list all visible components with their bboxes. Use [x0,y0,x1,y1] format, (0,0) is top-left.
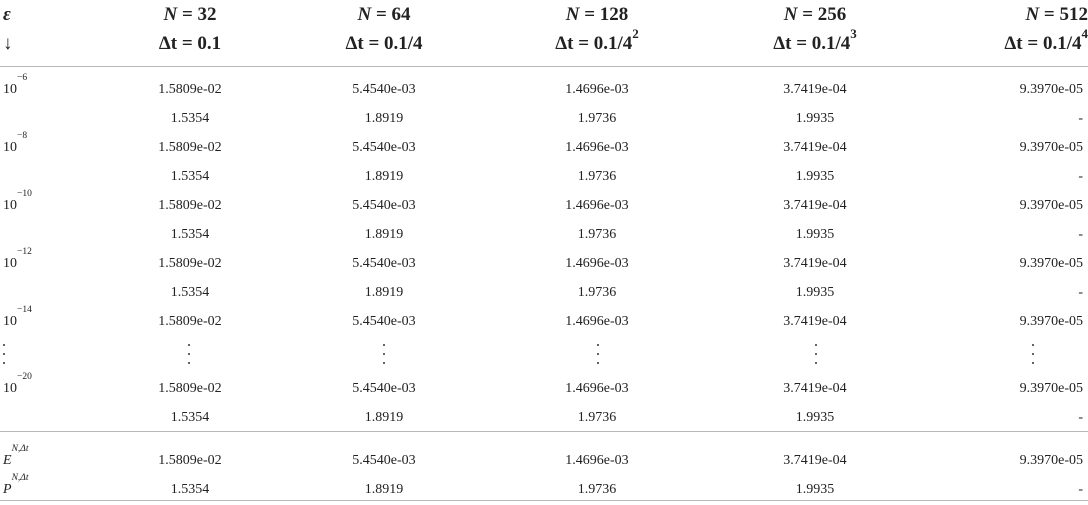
table-cell: 3.7419e-04 [783,140,847,155]
table-cell: 1.4696e-03 [565,453,629,468]
vertical-ellipsis-icon [3,344,5,371]
row-label: $10^{-8}$ [3,131,28,155]
table-cell: 9.3970e-05 [1019,314,1083,329]
table-cell: 1.9935 [795,285,835,300]
table-cell: - [1078,410,1083,425]
table-cell: 1.9935 [795,111,835,126]
summary-rule [0,431,1088,432]
table-cell: 3.7419e-04 [783,256,847,271]
row-label: $10^{-10}$ [3,189,32,213]
header-col-1: N = 32 Δt = 0.1 [158,4,222,54]
table-cell: 3.7419e-04 [783,82,847,97]
table-cell: 1.9935 [795,482,835,497]
vertical-ellipsis-icon [188,344,190,371]
table-row [0,403,1088,432]
header-epsilon [3,0,63,58]
row-label: $10^{-6}$ [3,73,28,97]
table-cell: 1.5809e-02 [158,314,222,329]
table-cell: 1.8919 [364,410,404,425]
table-cell: 1.8919 [364,169,404,184]
vertical-ellipsis-icon [815,344,817,371]
header-col-4: N = 256 $\Delta t = 0.1/4^3$ [773,4,857,54]
table-row [0,191,1088,220]
table-cell: - [1078,285,1083,300]
table-cell: 1.8919 [364,482,404,497]
table-cell: 1.5809e-02 [158,381,222,396]
vertical-ellipsis-icon [597,344,599,371]
table-row [0,307,1088,336]
table-cell: 9.3970e-05 [1019,256,1083,271]
table-cell: 1.9736 [577,227,617,242]
table-row [0,220,1088,249]
table-cell: 1.5354 [170,482,210,497]
table-cell: 9.3970e-05 [1019,82,1083,97]
row-label: $10^{-20}$ [3,372,32,396]
table-row [0,104,1088,133]
table-cell: 3.7419e-04 [783,314,847,329]
table-cell: - [1078,227,1083,242]
table-cell: - [1078,482,1083,497]
table-cell: - [1078,111,1083,126]
table-cell: 5.4540e-03 [352,453,416,468]
header-col-5: N = 512 $\Delta t = 0.1/4^4$ [1004,4,1088,54]
epsilon-symbol: ε [3,4,11,25]
row-label: $10^{-14}$ [3,305,32,329]
header-col-2: N = 64 Δt = 0.1/4 [345,4,423,54]
table-cell: 1.5809e-02 [158,256,222,271]
vertical-ellipsis-icon [383,344,385,371]
table-cell: 5.4540e-03 [352,198,416,213]
table-cell: 1.8919 [364,111,404,126]
table-cell: 1.9736 [577,111,617,126]
table-cell: 1.4696e-03 [565,82,629,97]
table-row [0,249,1088,278]
table-cell: 1.9736 [577,285,617,300]
table-row [0,374,1088,403]
table-cell: 3.7419e-04 [783,381,847,396]
table-cell: 1.9736 [577,410,617,425]
table-cell: 3.7419e-04 [783,198,847,213]
table-cell: 1.4696e-03 [565,198,629,213]
down-arrow-icon: ↓ [3,33,13,54]
table-cell: 1.5354 [170,111,210,126]
table-cell: 9.3970e-05 [1019,453,1083,468]
table-cell: 5.4540e-03 [352,82,416,97]
row-label: $10^{-12}$ [3,247,32,271]
table-cell: 5.4540e-03 [352,314,416,329]
table-cell: 1.5809e-02 [158,140,222,155]
table-cell: 1.9736 [577,482,617,497]
table-cell: 5.4540e-03 [352,381,416,396]
table-cell: 1.5354 [170,285,210,300]
table-cell: 5.4540e-03 [352,256,416,271]
table-row [0,446,1088,475]
table-cell: 1.9736 [577,169,617,184]
table-row [0,278,1088,307]
table-cell: 1.4696e-03 [565,140,629,155]
bottom-rule [0,500,1088,501]
table-cell: 1.9935 [795,410,835,425]
table-cell: 1.4696e-03 [565,314,629,329]
table-cell: 1.5809e-02 [158,198,222,213]
table-cell: 1.4696e-03 [565,381,629,396]
table-cell: 5.4540e-03 [352,140,416,155]
table-cell: 1.8919 [364,285,404,300]
header-rule [0,66,1088,67]
table-cell: 1.5354 [170,169,210,184]
row-label: $E^{N,\Delta t}$ [3,444,29,468]
table-row [0,133,1088,162]
table-row [0,75,1088,104]
header-col-3: N = 128 $\Delta t = 0.1/4^2$ [555,4,639,54]
table-cell: 1.5809e-02 [158,453,222,468]
table-row [0,162,1088,191]
table-cell: 3.7419e-04 [783,453,847,468]
table-cell: 1.4696e-03 [565,256,629,271]
table-cell: 1.9935 [795,227,835,242]
table-cell: 1.5354 [170,227,210,242]
table-cell: 9.3970e-05 [1019,381,1083,396]
vertical-ellipsis-icon [1032,344,1034,371]
row-label: $P^{N,\Delta t}$ [3,473,29,497]
table-cell: 1.8919 [364,227,404,242]
table-cell: 9.3970e-05 [1019,198,1083,213]
table-cell: - [1078,169,1083,184]
table-cell: 1.5354 [170,410,210,425]
table-cell: 9.3970e-05 [1019,140,1083,155]
table-cell: 1.9935 [795,169,835,184]
table-cell: 1.5809e-02 [158,82,222,97]
